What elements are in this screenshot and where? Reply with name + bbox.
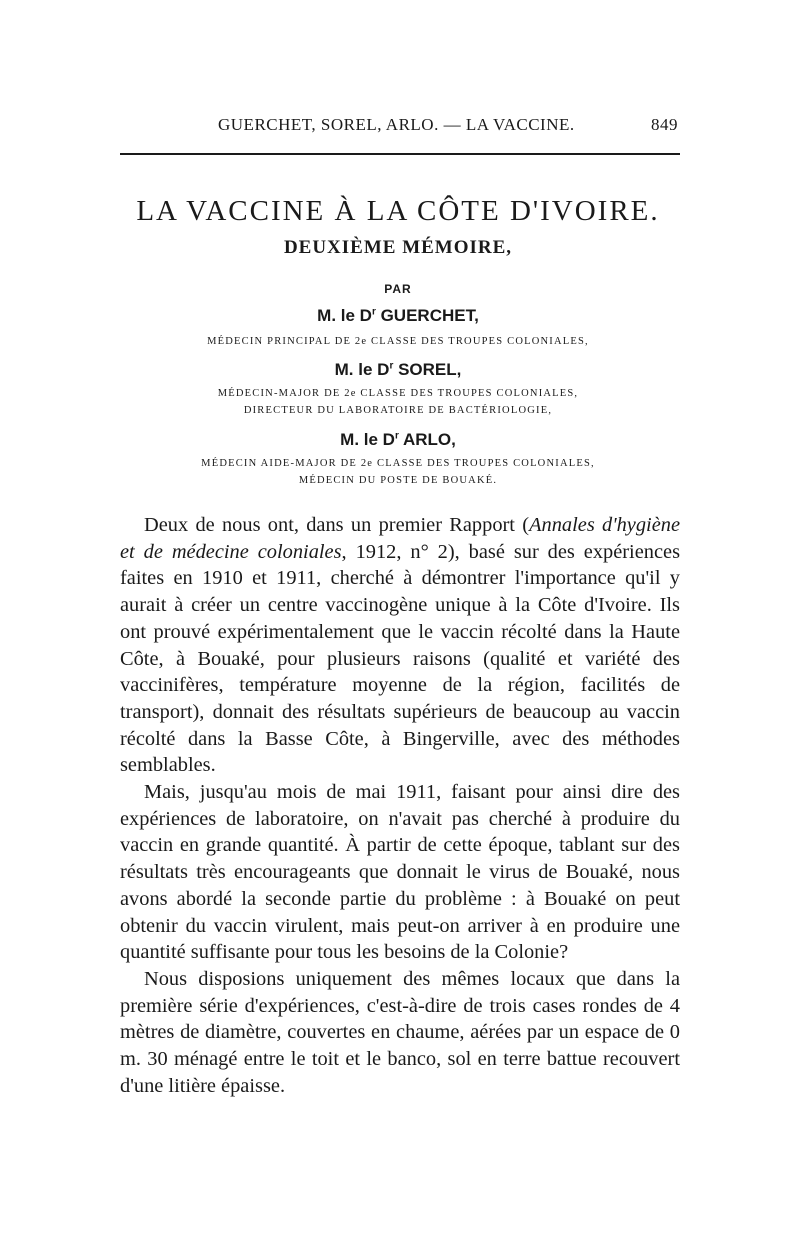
author-name: SOREL, [393,360,462,379]
author-prefix-sup: r [371,306,376,318]
header-rule [120,153,680,155]
running-head [118,115,678,141]
journal-title: Annales d'hygiène et de médecine coloniales [120,514,681,563]
affiliation-arlo-2: MÉDECIN DU POSTE DE BOUAKÉ. [298,475,498,486]
paragraph-1-text-b: , 1912, n° 2), basé sur des expériences faites en 1910 et 1911, cherché à démontrer l'importance qu'il y aurait à créer un centre vaccinogène unique à la Côte d'Ivoire. Ils ont prouvé expérimentalement que le vaccin récolté dans la Haute Côte, à Bouaké, pour plusieurs raisons (qualité et variété des vaccinifères, température moyenne de la région, facilités de transport), donnait des résultats supérieurs de beaucoup au vaccin récolté dans la Basse Côte, à Bingerville, avec des méthodes semblables. [120,540,680,777]
author-prefix-sup: r [394,430,399,442]
author-prefix: M. le D [340,430,395,449]
author-prefix: M. le D [317,306,372,325]
paragraph-3: Nous disposions uniquement des mêmes locaux que dans la première série d'expériences, c'est-à-dire de trois cases rondes de 4 mètres de diamètre, couvertes en chaume, aérées par un espace de 0 m. 30 ménagé entre le toit et le banco, sol en terre battue recouvert d'une litière épaisse. [120,967,680,1097]
running-title: GUERCHET, SOREL, ARLO. — LA VACCINE. [218,115,575,134]
paragraph-1-text-a: Deux de nous ont, dans un premier Rapport ( [144,514,530,536]
by-line: PAR [384,282,412,296]
page-number: 849 [651,115,678,134]
author-arlo [118,430,678,450]
author-name: ARLO, [398,430,456,449]
affiliation-sorel-1: MÉDECIN-MAJOR DE 2e CLASSE DES TROUPES COLONIALES, [217,388,579,399]
author-prefix: M. le D [334,360,390,379]
paragraph-2: Mais, jusqu'au mois de mai 1911, faisant pour ainsi dire des expériences de laboratoire, on n'avait pas cherché à produire du vaccin en grande quantité. À partir de cette époque, tablant sur des résultats très encourageants que donnait le virus de Bouaké, nous avons abordé la seconde partie du problème : à Bouaké on peut obtenir du vaccin virulent, mais peut-on arriver à en produire une quantité suffisante pour tous les besoins de la Colonie? [120,781,680,964]
affiliation-arlo-1: MÉDECIN AIDE-MAJOR DE 2e CLASSE DES TROUPES COLONIALES, [201,458,595,469]
author-sorel [118,360,678,380]
affiliation-sorel-2: DIRECTEUR DU LABORATOIRE DE BACTÉRIOLOGIE, [243,405,553,416]
author-name: GUERCHET, [375,306,479,325]
paragraph-1 [120,512,680,779]
author-prefix-sup: r [389,360,394,372]
author-guerchet [118,306,678,326]
article-title: LA VACCINE À LA CÔTE D'IVOIRE. [136,195,660,227]
article-subtitle: DEUXIÈME MÉMOIRE, [283,237,513,258]
affiliation-guerchet-1: MÉDECIN PRINCIPAL DE 2e CLASSE DES TROUPES COLONIALES, [207,336,589,347]
body-text [120,512,680,1099]
